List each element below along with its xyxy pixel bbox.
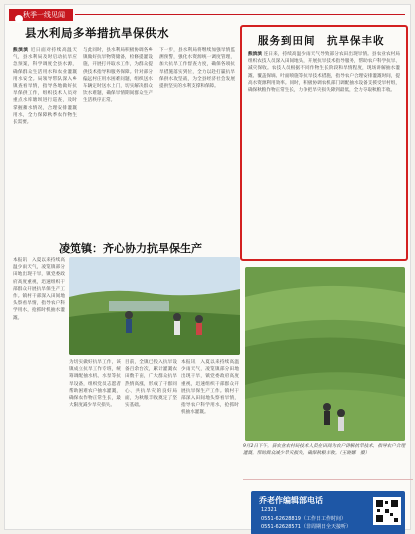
article-service-body	[248, 51, 400, 257]
page-header	[5, 5, 412, 23]
photo-caption: 9月2日下午，县农业农村局技术人员在田间为农户讲解抗旱技术，指导农户合理灌溉，帮助群众减少旱灾损失，确保秋粮丰收。（王晓娜 摄）	[243, 444, 406, 456]
article-service-text: 连日来，持续高温少雨天气导致部分农田出现旱情。县农业农村局组织农技人员深入田间地头，开展抗旱技术指导服务，帮助农户科学抗旱、减灾保收。农技人员根据不同作物生长阶段和旱情程度，现场讲解抽水灌溉、覆盖保墒、叶面喷施等抗旱技术措施，指导农户合理安排灌溉时间，提高水资源利用效率。同时，积极协调农机部门调配抽水设备支援受旱村组，确保秋粮作物正常生长，力争把旱灾损失降到最低，全力夺取秋粮丰收。	[248, 52, 400, 94]
hotline-ad	[251, 491, 405, 534]
article-drought-text-1: 本报讯 入夏以来持续高温少雨天气，凌笕镇部分田地出现干旱，镇党委政府高度重视，迅速组织干部群众开展抗旱保生产工作。镇村干部深入田间地头察看旱情，指导农户科学用水，抢抓时机抽水灌溉。	[13, 258, 65, 321]
article-water-byline: 熊滨滨	[13, 48, 29, 53]
featured-article-box	[240, 25, 408, 261]
article-water-text-2: 与此同时，县水利局积极协调各乡镇做好抗旱物资储备，检修提灌设施，开展打井取水工作，为群众提供技术指导和服务保障。针对部分偏远村庄用水困难问题，组织送水车辆定时送水上门，切实解决群众饮水难题，确保旱情期间群众生产生活秩序正常。	[83, 48, 153, 104]
article-water-column-1	[13, 47, 77, 237]
article-drought-column-1	[13, 257, 65, 527]
ad-line-3: 0551-62628571（非周期日全天接听）	[261, 524, 351, 530]
newspaper-page	[4, 4, 411, 530]
photo-terraced-fields	[245, 267, 405, 441]
article-drought-column-3	[125, 359, 177, 529]
article-water-text-1: 近日面对持续高温天气，县水利局及时启动抗旱应急预案，科学调度全县水源，确保群众生活用水和农业灌溉用水安全。局领导带队深入乡镇查看旱情，指导各地做好抗旱保供工作，组织技术人员对重点水库塘坝进行巡查，及时掌握蓄水情况，合理安排灌溉用水，全力保障秋季农作物生长需要。	[13, 48, 77, 126]
ad-title: 乔老作编辑部电话	[259, 496, 323, 505]
article-water-column-2	[83, 47, 153, 237]
section-tab	[9, 9, 73, 21]
newspaper-logo-icon	[15, 15, 23, 23]
article-water-column-3	[159, 47, 235, 237]
article-service-byline: 熊滨滨	[248, 52, 263, 57]
article-drought-text-2: 为切实做好抗旱工作，该镇成立抗旱工作专班，统筹调配抽水机、水泵等抗旱设备，组织党员志愿者帮助困难农户抽水灌溉，确保农作物正常生长，最大限度减少旱灾损失。	[69, 360, 121, 409]
article-title-water: 县水利局多举措抗旱保供水	[25, 26, 169, 40]
qr-code-icon	[373, 497, 401, 525]
section-label: 秋季一线见闻	[23, 11, 65, 19]
article-drought-column-4	[181, 359, 239, 529]
article-drought-text-3: 目前，全镇已投入抗旱设备百余台次，累计灌溉农田数千亩，广大群众抗旱热情高涨，形成了干群同心、共抗旱灾的良好局面，为秋粮丰收奠定了坚实基础。	[125, 360, 177, 409]
ad-line-2: 0551-62628819（工作日工作时间）	[261, 516, 346, 522]
article-drought-column-2	[69, 359, 121, 529]
header-rule	[75, 14, 405, 15]
article-title-drought: 凌笕镇：齐心协力抗旱保生产	[59, 242, 202, 255]
photo-farmers-watering	[69, 257, 240, 355]
article-drought-text-4: 本报讯 入夏以来持续高温少雨天气，凌笕镇部分田地出现干旱，镇党委政府高度重视，迅速组织干部群众开展抗旱保生产工作。镇村干部深入田间地头察看旱情，指导农户科学用水，抢抓时机抽水灌溉。	[181, 360, 239, 416]
article-water-text-3: 下一步，县水利局将继续加强旱情监测预警，强化水资源统一调度管理，加大抗旱工作督查力度，确保各项抗旱措施落实到位，全力以赴打赢抗旱保供水攻坚战，为全县经济社会发展提供坚实的水利支撑和保障。	[159, 48, 235, 90]
ad-line-1: 12321	[261, 507, 277, 513]
article-title-service: 服务到田间 抗旱保丰收	[258, 35, 385, 47]
